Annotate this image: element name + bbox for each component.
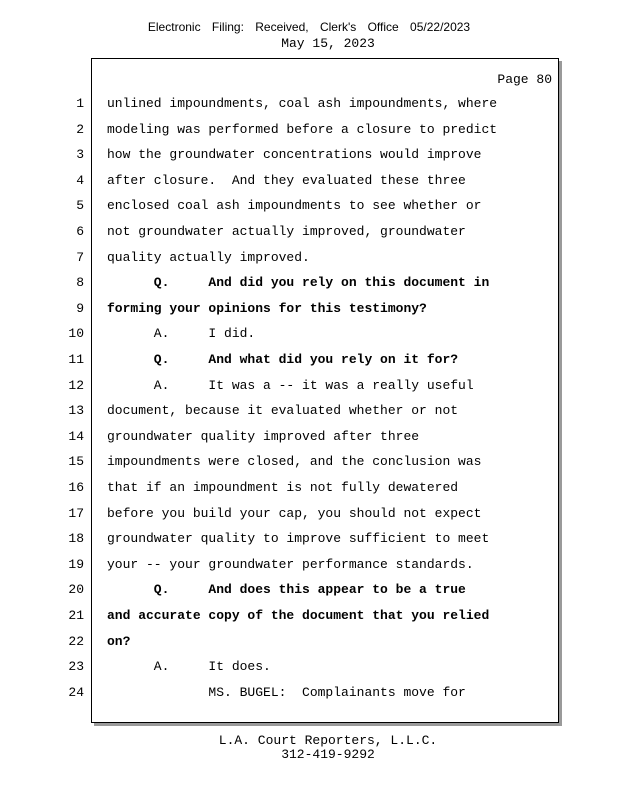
- transcript-line: Q. And did you rely on this document in: [107, 275, 490, 291]
- transcript-line: A. It was a -- it was a really useful: [107, 377, 474, 393]
- line-number: 5: [76, 198, 84, 214]
- line-number: 8: [76, 275, 84, 291]
- transcript-line: impoundments were closed, and the conclusion was: [107, 454, 482, 470]
- line-number: 9: [76, 300, 84, 316]
- page-number: Page 80: [497, 72, 552, 87]
- line-number: 16: [68, 480, 84, 495]
- transcript-line: your -- your groundwater performance standards.: [107, 556, 474, 572]
- transcript-line: before you build your cap, you should not expect: [107, 505, 482, 521]
- transcript-line: groundwater quality to improve sufficient to meet: [107, 531, 490, 547]
- transcript-line: that if an impoundment is not fully dewatered: [107, 480, 459, 495]
- transcript-line: unlined impoundments, coal ash impoundments, where: [107, 96, 498, 111]
- line-number: 12: [68, 377, 84, 393]
- transcript-line: forming your opinions for this testimony?: [107, 300, 427, 316]
- line-number: 1: [76, 96, 84, 111]
- line-number: 7: [76, 249, 84, 265]
- transcript-line: document, because it evaluated whether or not: [107, 403, 459, 419]
- transcript-line: A. I did.: [107, 326, 256, 342]
- line-number: 13: [68, 403, 84, 419]
- reporter-phone: 312-419-9292: [281, 747, 375, 762]
- transcript-line: on?: [107, 633, 131, 649]
- transcript-line: modeling was performed before a closure to predict: [107, 121, 498, 137]
- transcript-line: how the groundwater concentrations would improve: [107, 147, 482, 163]
- line-number: 6: [76, 224, 84, 239]
- line-number: 4: [76, 172, 84, 188]
- transcript-line: and accurate copy of the document that you relied: [107, 608, 490, 623]
- reporter-company: L.A. Court Reporters, L.L.C.: [218, 733, 438, 748]
- transcript-line: after closure. And they evaluated these three: [107, 172, 466, 188]
- transcript-line: A. It does.: [107, 659, 271, 675]
- deposition-date: May 15, 2023: [281, 36, 375, 51]
- line-number: 11: [68, 352, 84, 367]
- line-number: 21: [68, 608, 84, 623]
- transcript-line: MS. BUGEL: Complainants move for: [107, 684, 466, 700]
- transcript-line: Q. And does this appear to be a true: [107, 582, 466, 598]
- line-number: 10: [68, 326, 84, 342]
- line-number: 20: [68, 582, 84, 598]
- transcript-line: quality actually improved.: [107, 249, 310, 265]
- line-number: 17: [68, 505, 84, 521]
- line-number: 18: [68, 531, 84, 547]
- line-number: 2: [76, 121, 84, 137]
- line-number: 19: [68, 556, 84, 572]
- filing-stamp: Electronic Filing: Received, Clerk's Office 05/22/2023: [147, 20, 471, 34]
- line-number: 22: [68, 633, 84, 649]
- line-number: 23: [68, 659, 84, 675]
- transcript-line: not groundwater actually improved, groundwater: [107, 224, 466, 239]
- line-number: 24: [68, 684, 84, 700]
- line-number: 15: [68, 454, 84, 470]
- line-number: 3: [76, 147, 84, 163]
- transcript-line: groundwater quality improved after three: [107, 428, 420, 444]
- transcript-line: Q. And what did you rely on it for?: [107, 352, 459, 367]
- transcript-line: enclosed coal ash impoundments to see whether or: [107, 198, 482, 214]
- line-number: 14: [68, 428, 84, 444]
